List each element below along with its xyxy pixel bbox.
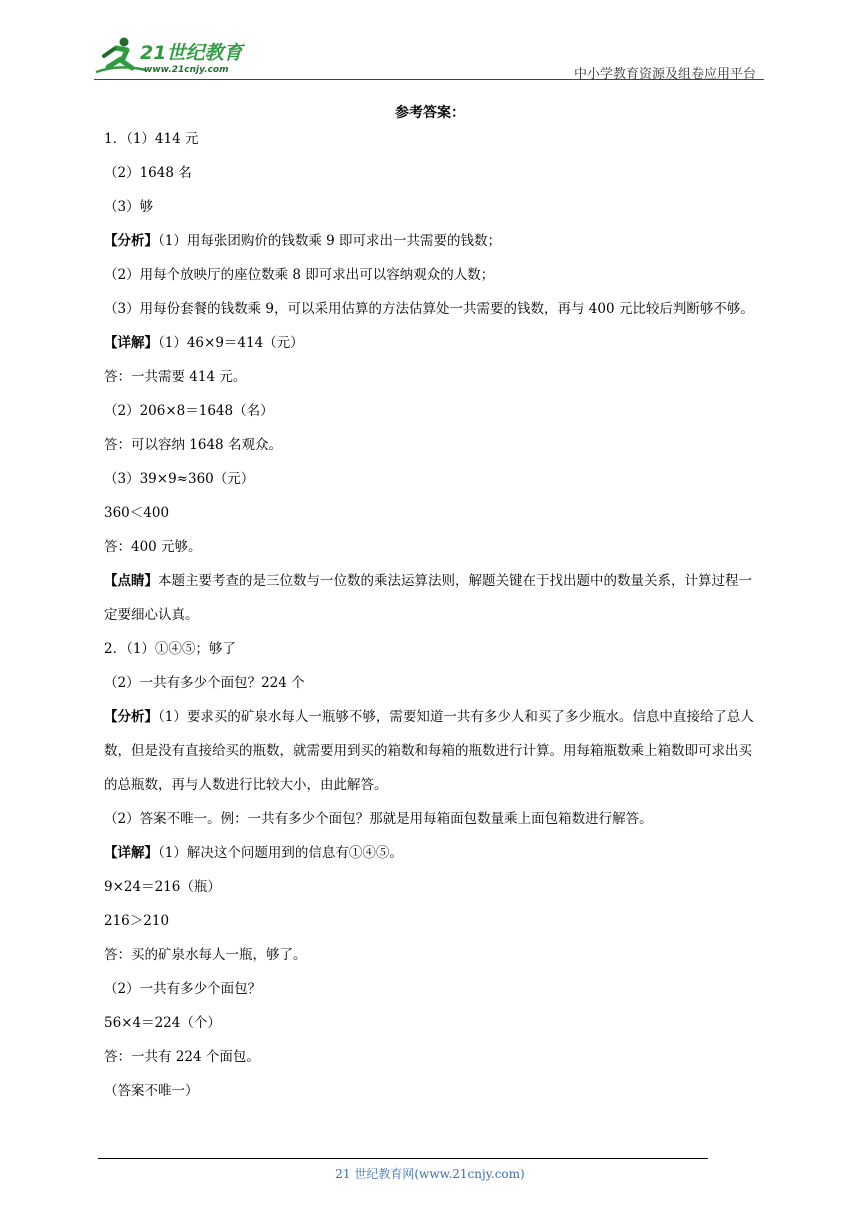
answer-line [104, 639, 758, 659]
answer-text: （3）39×9≈360（元） [104, 471, 255, 487]
answer-line [104, 979, 758, 999]
logo-sub-text: www.21cnjy.com [144, 65, 229, 75]
answer-text: （2）一共有多少个面包？224 个 [104, 675, 305, 691]
section-tag: 【分析】 [104, 709, 158, 725]
answer-line [104, 469, 758, 489]
answer-text: （1）解决这个问题用到的信息有①④⑤。 [158, 845, 403, 861]
section-tag: 【点睛】 [104, 573, 158, 589]
answer-line [104, 564, 758, 632]
answer-text: 216＞210 [104, 913, 170, 929]
answer-text: （2）一共有多少个面包？ [104, 981, 262, 997]
answer-content [104, 129, 758, 1115]
section-tag: 【分析】 [104, 233, 158, 249]
site-logo [94, 32, 264, 80]
answer-text: （1）要求买的矿泉水每人一瓶够不够，需要知道一共有多少人和买了多少瓶水。信息中直接给了总人数，但是没有直接给买的瓶数，就需要用到买的箱数和每箱的瓶数进行计算。用每箱瓶数乘上箱数即可求出买的总瓶数，再与人数进行比较大小，由此解答。 [104, 709, 754, 793]
answer-line [104, 673, 758, 693]
answer-line [104, 945, 758, 965]
answer-line [104, 367, 758, 387]
answer-line [104, 265, 758, 285]
answer-line [104, 163, 758, 183]
answer-text: （3）用每份套餐的钱数乘 9，可以采用估算的方法估算处一共需要的钱数，再与 400 元比较后判断够不够。 [104, 301, 754, 317]
answer-line [104, 1047, 758, 1067]
answer-line [104, 911, 758, 931]
answer-text: （1）用每张团购价的钱数乘 9 即可求出一共需要的钱数； [158, 233, 502, 249]
answer-text: 答：可以容纳 1648 名观众。 [104, 437, 282, 453]
answer-line [104, 197, 758, 217]
answer-text: 答：400 元够。 [104, 539, 202, 555]
header-tagline: 中小学教育资源及组卷应用平台 [573, 67, 756, 82]
section-tag: 【详解】 [104, 335, 158, 351]
section-tag: 【详解】 [104, 845, 158, 861]
answer-text: 本题主要考查的是三位数与一位数的乘法运算法则，解题关键在于找出题中的数量关系，计算过程一定要细心认真。 [104, 573, 752, 623]
answer-line [104, 292, 758, 326]
answer-line [104, 809, 758, 829]
answer-line [104, 401, 758, 421]
answer-text: 答：一共需要 414 元。 [104, 369, 247, 385]
answer-line [104, 503, 758, 523]
answer-text: （1）46×9＝414（元） [158, 335, 304, 351]
answer-line [104, 1013, 758, 1033]
answer-line [104, 129, 758, 149]
answer-line [104, 843, 758, 863]
answer-text: 56×4＝224（个） [104, 1015, 221, 1031]
header-divider [94, 79, 764, 80]
footer-divider [98, 1158, 708, 1159]
answer-text: 1．（1）414 元 [104, 131, 199, 147]
answer-text: （3）够 [104, 199, 154, 215]
answer-line [104, 877, 758, 897]
answer-text: （2）206×8＝1648（名） [104, 403, 274, 419]
runner-icon [96, 38, 146, 73]
answer-line [104, 537, 758, 557]
answer-text: 2．（1）①④⑤；够了 [104, 641, 236, 657]
answer-text: （答案不唯一） [104, 1083, 199, 1099]
answer-text: 360＜400 [104, 505, 170, 521]
answer-line [104, 435, 758, 455]
answer-line [104, 700, 758, 802]
footer-text: 21 世纪教育网(www.21cnjy.com) [335, 1167, 525, 1181]
logo-main-text: 21世纪教育 [140, 42, 243, 64]
answer-text: 答：一共有 224 个面包。 [104, 1049, 260, 1065]
answer-text: （2）答案不唯一。例：一共有多少个面包？那就是用每箱面包数量乘上面包箱数进行解答。 [104, 811, 653, 827]
answer-line [104, 333, 758, 353]
answer-text: 答：买的矿泉水每人一瓶，够了。 [104, 947, 307, 963]
answer-line [104, 231, 758, 251]
answer-text: 9×24＝216（瓶） [104, 879, 221, 895]
answer-text: （2）用每个放映厅的座位数乘 8 即可求出可以容纳观众的人数； [104, 267, 495, 283]
answer-line [104, 1081, 758, 1101]
answer-text: （2）1648 名 [104, 165, 192, 181]
page-title: 参考答案： [395, 105, 465, 121]
